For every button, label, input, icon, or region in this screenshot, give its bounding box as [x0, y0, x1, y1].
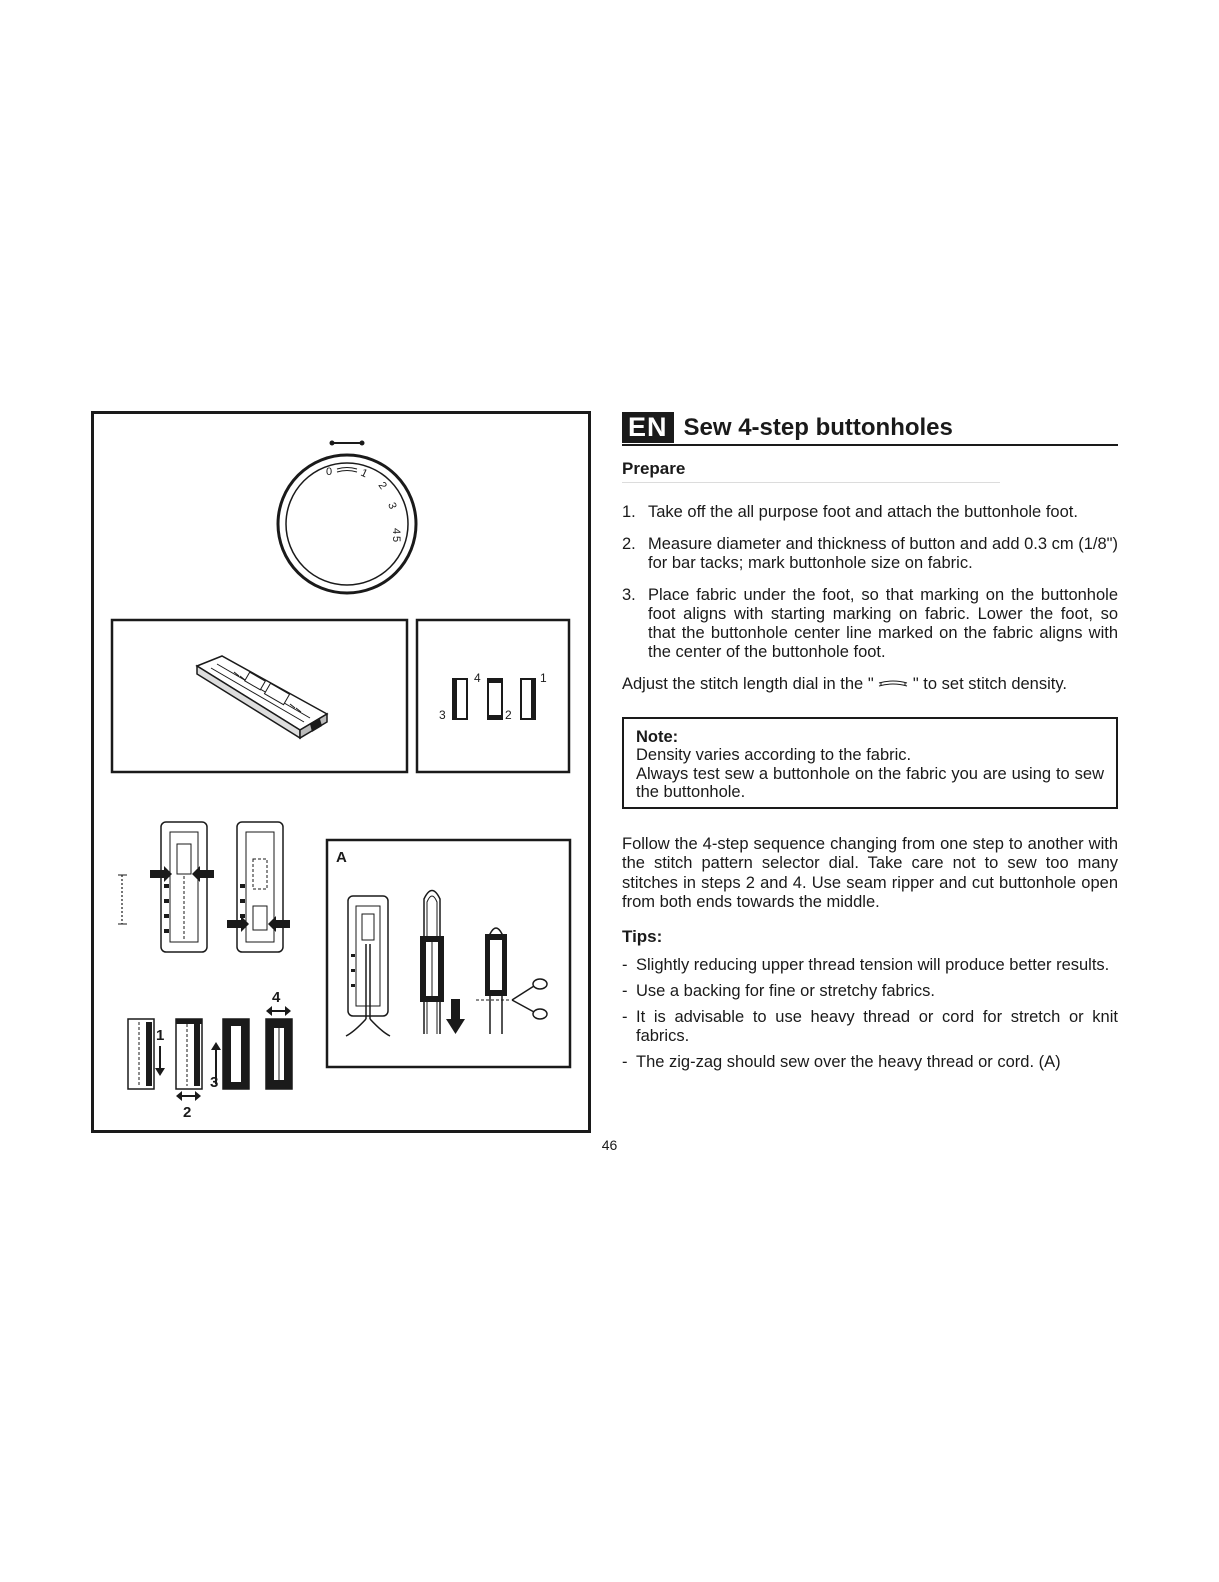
list-item: - It is advisable to use heavy thread or cord for stretch or knit fabrics.	[622, 1007, 1118, 1045]
list-item: - Slightly reducing upper thread tension will produce better results.	[622, 955, 1110, 974]
note-title: Note:	[636, 727, 679, 746]
step-text: Place fabric under the foot, so that marking on the buttonhole foot aligns with starting marking on fabric. Lower the foot, so that the buttonhole center line marked on the fabric aligns with the center of the buttonhole foot.	[648, 586, 1118, 661]
step-3-icon	[453, 679, 467, 719]
panel-a-label: A	[336, 849, 347, 866]
page-title: Sew 4-step buttonholes	[683, 413, 953, 441]
buttonhole-sequence	[128, 989, 292, 1121]
sequence-label-2: 2	[183, 1104, 192, 1121]
illustration-panel	[91, 411, 591, 1133]
step-4-2-icon	[488, 679, 502, 719]
tips-list	[622, 956, 1118, 1072]
step-label-4: 4	[474, 671, 481, 685]
foot-with-cord	[346, 896, 390, 1036]
sequence-label-3: 3	[210, 1074, 219, 1091]
instructions-column	[622, 411, 1118, 1079]
dial-label-1: 1	[358, 466, 370, 481]
sequence-label-4: 4	[272, 989, 281, 1006]
follow-sequence-text: Follow the 4-step sequence changing from one step to another with the stitch pattern selector dial. Take care not to sew too many stitches in steps 2 and 4. Use seam ripper and cut buttonhole open from both ends towards the middle.	[622, 834, 1118, 912]
list-item: - Use a backing for fine or stretchy fabrics.	[622, 981, 935, 1000]
tip-text: Use a backing for fine or stretchy fabrics.	[636, 981, 935, 1000]
step-label-1: 1	[540, 671, 547, 685]
adjust-text-start: Adjust the stitch length dial in the "	[622, 675, 879, 694]
sequence-label-1: 1	[156, 1027, 165, 1044]
dial-buttonhole-mark	[337, 468, 357, 473]
adjust-text-end: " to set stitch density.	[908, 675, 1067, 694]
corded-buttonhole	[420, 891, 465, 1035]
step-label-3: 3	[439, 708, 446, 722]
step-1-icon	[521, 679, 535, 719]
language-badge: EN	[622, 412, 674, 443]
prepare-steps	[622, 503, 1118, 662]
step-sequence-box	[417, 620, 569, 772]
buttonhole-foot-icon	[197, 656, 327, 738]
step-label-2: 2	[505, 708, 512, 722]
tip-text: It is advisable to use heavy thread or cord for stretch or knit fabrics.	[636, 1007, 1118, 1045]
step-text: Measure diameter and thickness of button and add 0.3 cm (1/8") for bar tacks; mark buttonhole size on fabric.	[648, 535, 1118, 572]
tip-text: Slightly reducing upper thread tension will produce better results.	[636, 955, 1110, 974]
list-item: - The zig-zag should sew over the heavy thread or cord. (A)	[622, 1052, 1061, 1071]
step-number: 1.	[622, 503, 636, 521]
buttonhole-density-icon	[878, 675, 908, 695]
list-item	[622, 503, 1118, 522]
dial-label-4: 4	[390, 528, 402, 535]
note-line-1: Density varies according to the fabric.	[636, 746, 912, 765]
note-box	[622, 717, 1118, 809]
tips-heading: Tips:	[622, 926, 663, 946]
page-number: 46	[601, 1137, 618, 1153]
adjust-dial-text	[622, 675, 1118, 695]
prepare-heading: Prepare	[622, 459, 686, 478]
buttonhole-illustrations	[94, 414, 588, 1130]
scissors-icon	[512, 979, 547, 1019]
buttonhole-foot-box	[112, 620, 407, 772]
foot-alignment-views	[118, 822, 290, 952]
tip-text: The zig-zag should sew over the heavy thread or cord. (A)	[636, 1052, 1061, 1071]
list-item	[622, 535, 1118, 573]
list-item	[622, 586, 1118, 662]
stitch-length-dial	[278, 441, 416, 594]
dial-label-5: 5	[390, 536, 402, 543]
dial-label-0: 0	[326, 466, 333, 478]
step-number: 3.	[622, 586, 636, 604]
step-number: 2.	[622, 535, 636, 553]
title-row	[622, 411, 1118, 446]
cut-buttonhole	[476, 928, 547, 1034]
note-line-2: Always test sew a buttonhole on the fabric you are using to sew the buttonhole.	[636, 764, 1104, 802]
prepare-divider	[622, 482, 1000, 483]
dial-label-3: 3	[385, 500, 399, 511]
dial-label-2: 2	[375, 479, 389, 492]
step-text: Take off the all purpose foot and attach the buttonhole foot.	[648, 503, 1078, 521]
panel-a	[327, 840, 570, 1067]
